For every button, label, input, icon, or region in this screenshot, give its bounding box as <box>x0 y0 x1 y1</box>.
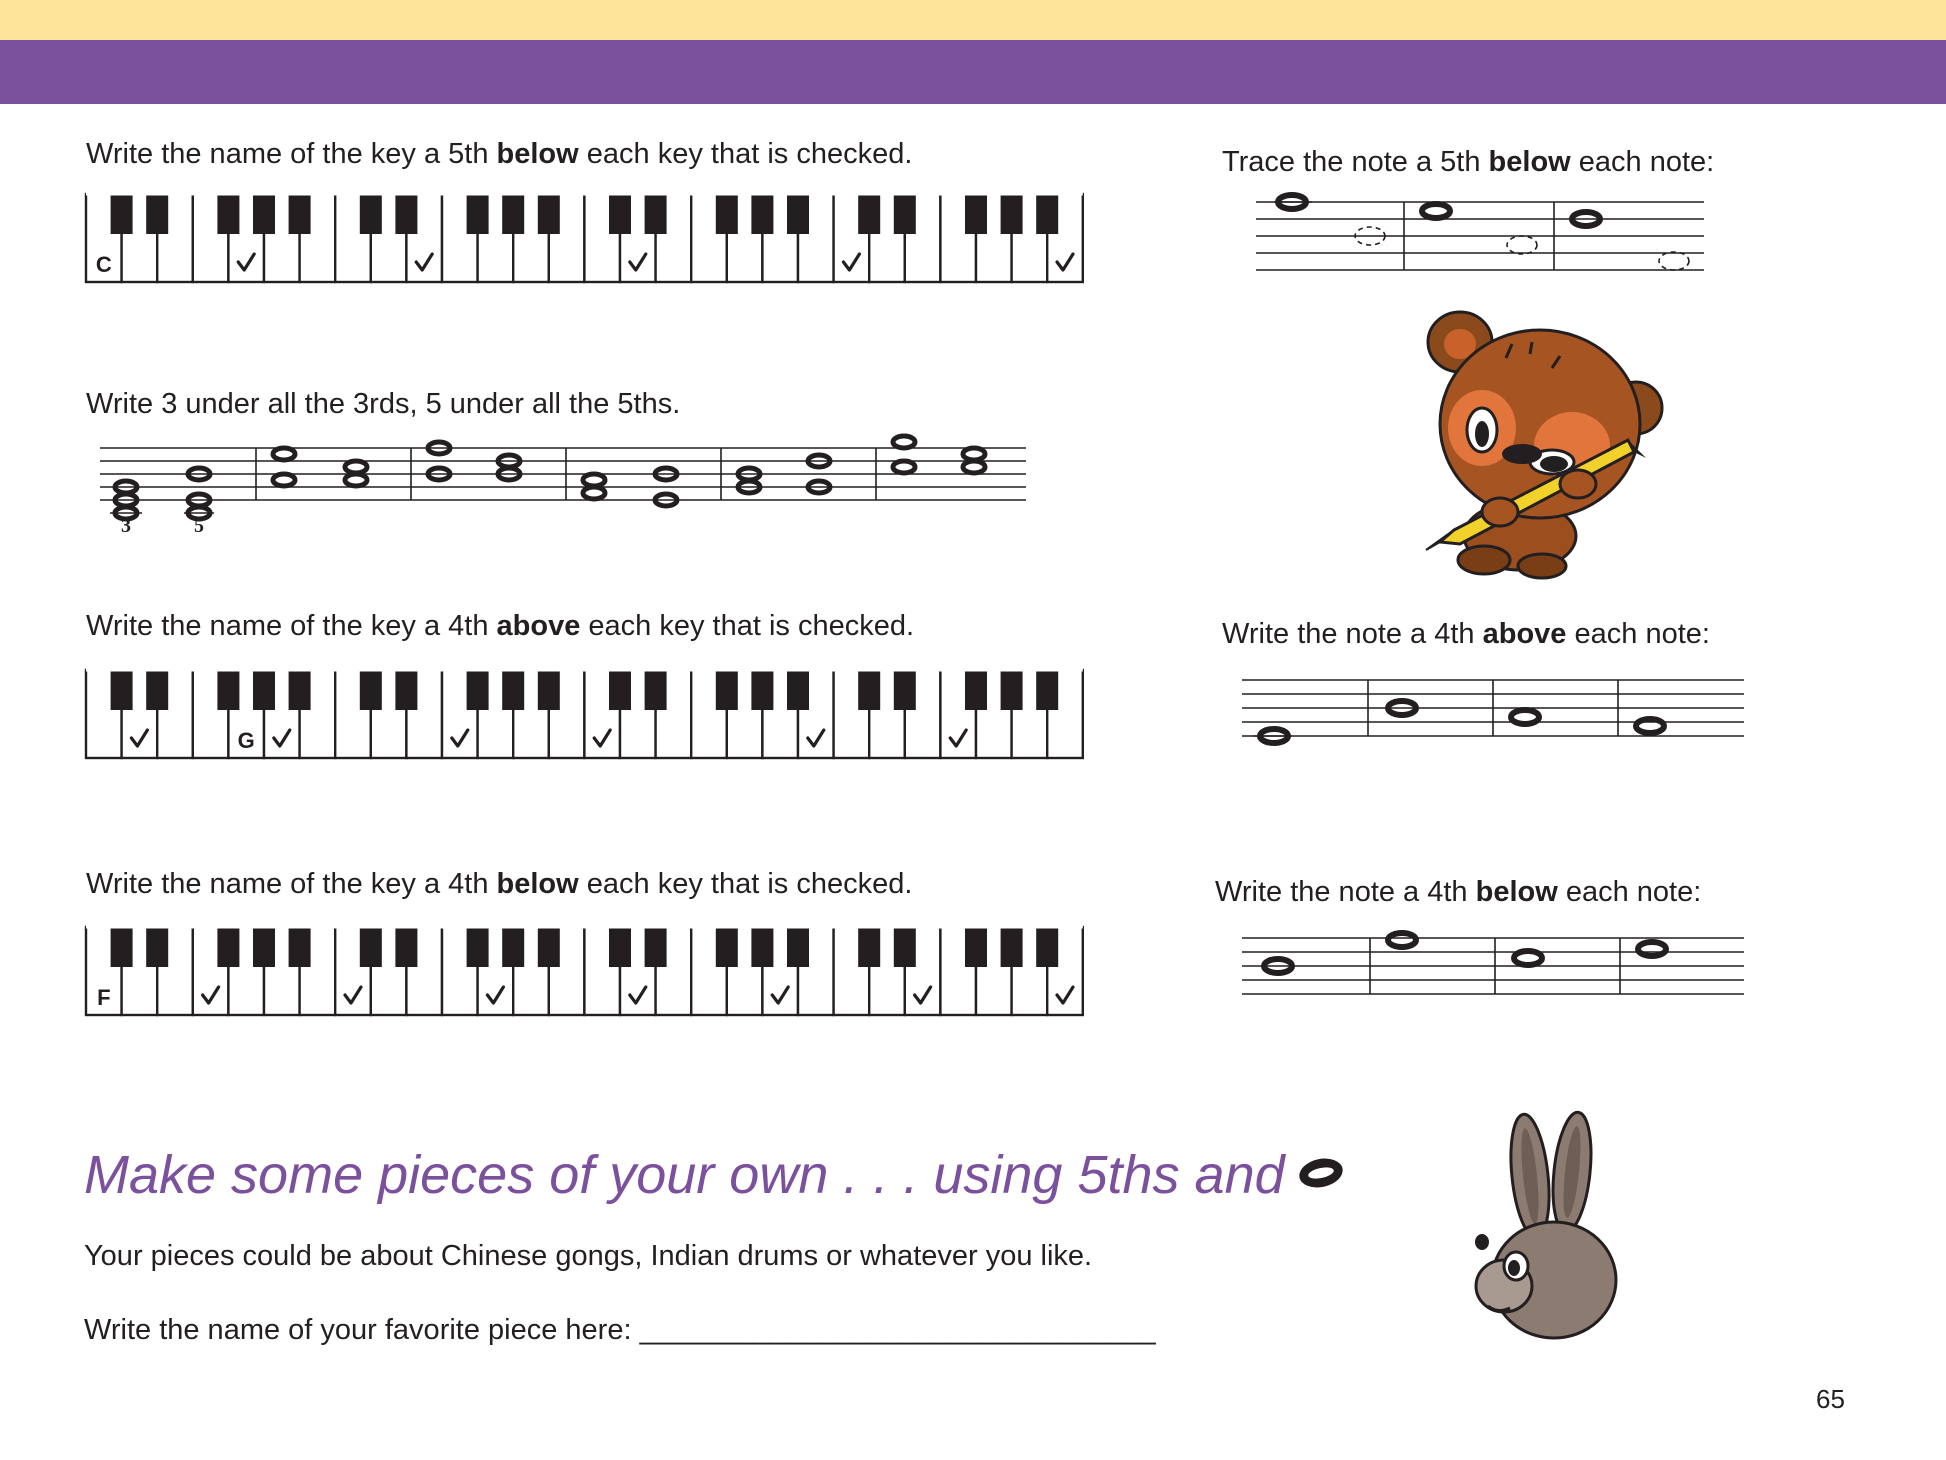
black-key[interactable] <box>360 670 382 710</box>
black-key[interactable] <box>894 927 916 967</box>
keyboard-4th-above <box>84 668 1086 760</box>
black-key[interactable] <box>645 927 667 967</box>
black-key[interactable] <box>787 194 809 234</box>
black-key[interactable] <box>146 670 168 710</box>
black-key[interactable] <box>467 194 489 234</box>
write-4th-above-staff <box>1240 676 1746 756</box>
black-key[interactable] <box>609 927 631 967</box>
black-key[interactable] <box>645 194 667 234</box>
black-key[interactable] <box>1036 194 1058 234</box>
black-key[interactable] <box>645 670 667 710</box>
black-key[interactable] <box>146 194 168 234</box>
black-key[interactable] <box>395 194 417 234</box>
page-number: 65 <box>1816 1384 1845 1414</box>
black-key[interactable] <box>894 670 916 710</box>
black-key[interactable] <box>289 194 311 234</box>
instruction-keyboard-4th-below: Write the name of the key a 4th below each key that is checked. <box>86 868 913 900</box>
keyboard-4th-below <box>84 925 1086 1017</box>
keyboard-5th-below <box>84 192 1086 284</box>
black-key[interactable] <box>716 194 738 234</box>
black-key[interactable] <box>253 194 275 234</box>
instruction-note-4th-above: Write the note a 4th above each note: <box>1222 618 1710 650</box>
black-key[interactable] <box>787 670 809 710</box>
black-key[interactable] <box>538 194 560 234</box>
black-key[interactable] <box>146 927 168 967</box>
black-key[interactable] <box>217 670 239 710</box>
black-key[interactable] <box>502 927 524 967</box>
black-key[interactable] <box>751 670 773 710</box>
compose-description: Your pieces could be about Chinese gongs, Indian drums or whatever you like. <box>84 1240 1093 1272</box>
black-key[interactable] <box>217 194 239 234</box>
instruction-thirds-fifths: Write 3 under all the 3rds, 5 under all the 5ths. <box>86 388 681 420</box>
black-key[interactable] <box>538 927 560 967</box>
black-key[interactable] <box>1001 927 1023 967</box>
black-key[interactable] <box>787 927 809 967</box>
black-key[interactable] <box>716 670 738 710</box>
key-label: C <box>95 252 112 277</box>
black-key[interactable] <box>111 670 133 710</box>
black-key[interactable] <box>751 194 773 234</box>
favorite-piece-prompt[interactable]: Write the name of your favorite piece here: ________________________________ <box>84 1314 1156 1346</box>
black-key[interactable] <box>538 670 560 710</box>
black-key[interactable] <box>289 927 311 967</box>
rabbit-illustration <box>1470 1110 1630 1350</box>
whole-note-icon <box>1296 1155 1345 1192</box>
key-label: F <box>97 985 111 1010</box>
black-key[interactable] <box>360 194 382 234</box>
black-key[interactable] <box>609 670 631 710</box>
black-key[interactable] <box>894 194 916 234</box>
compose-heading: Make some pieces of your own . . . using 5ths and <box>84 1148 1343 1202</box>
black-key[interactable] <box>1036 670 1058 710</box>
black-key[interactable] <box>751 927 773 967</box>
example-label-3rd: 3 <box>121 515 131 537</box>
black-key[interactable] <box>253 927 275 967</box>
key-label: G <box>237 728 255 753</box>
black-key[interactable] <box>360 927 382 967</box>
black-key[interactable] <box>858 927 880 967</box>
black-key[interactable] <box>111 927 133 967</box>
top-color-band <box>0 0 1946 40</box>
black-key[interactable] <box>395 927 417 967</box>
black-key[interactable] <box>253 670 275 710</box>
instruction-keyboard-4th-above: Write the name of the key a 4th above each key that is checked. <box>86 610 915 642</box>
thirds-fifths-staff <box>96 428 1036 548</box>
instruction-keyboard-5th-below: Write the name of the key a 5th below each key that is checked. <box>86 138 913 170</box>
bear-with-pencil-illustration <box>1420 298 1670 580</box>
black-key[interactable] <box>1001 670 1023 710</box>
black-key[interactable] <box>965 194 987 234</box>
black-key[interactable] <box>467 670 489 710</box>
black-key[interactable] <box>289 670 311 710</box>
black-key[interactable] <box>716 927 738 967</box>
black-key[interactable] <box>965 927 987 967</box>
black-key[interactable] <box>395 670 417 710</box>
black-key[interactable] <box>858 194 880 234</box>
instruction-note-4th-below: Write the note a 4th below each note: <box>1215 876 1702 908</box>
black-key[interactable] <box>502 194 524 234</box>
black-key[interactable] <box>217 927 239 967</box>
black-key[interactable] <box>502 670 524 710</box>
black-key[interactable] <box>609 194 631 234</box>
black-key[interactable] <box>111 194 133 234</box>
black-key[interactable] <box>858 670 880 710</box>
black-key[interactable] <box>1001 194 1023 234</box>
write-4th-below-staff <box>1240 930 1746 1000</box>
black-key[interactable] <box>965 670 987 710</box>
trace-5th-below-staff <box>1254 182 1714 282</box>
black-key[interactable] <box>1036 927 1058 967</box>
header-band <box>0 40 1946 104</box>
instruction-trace-5th-below: Trace the note a 5th below each note: <box>1222 146 1715 178</box>
black-key[interactable] <box>467 927 489 967</box>
example-label-5th: 5 <box>194 515 204 537</box>
